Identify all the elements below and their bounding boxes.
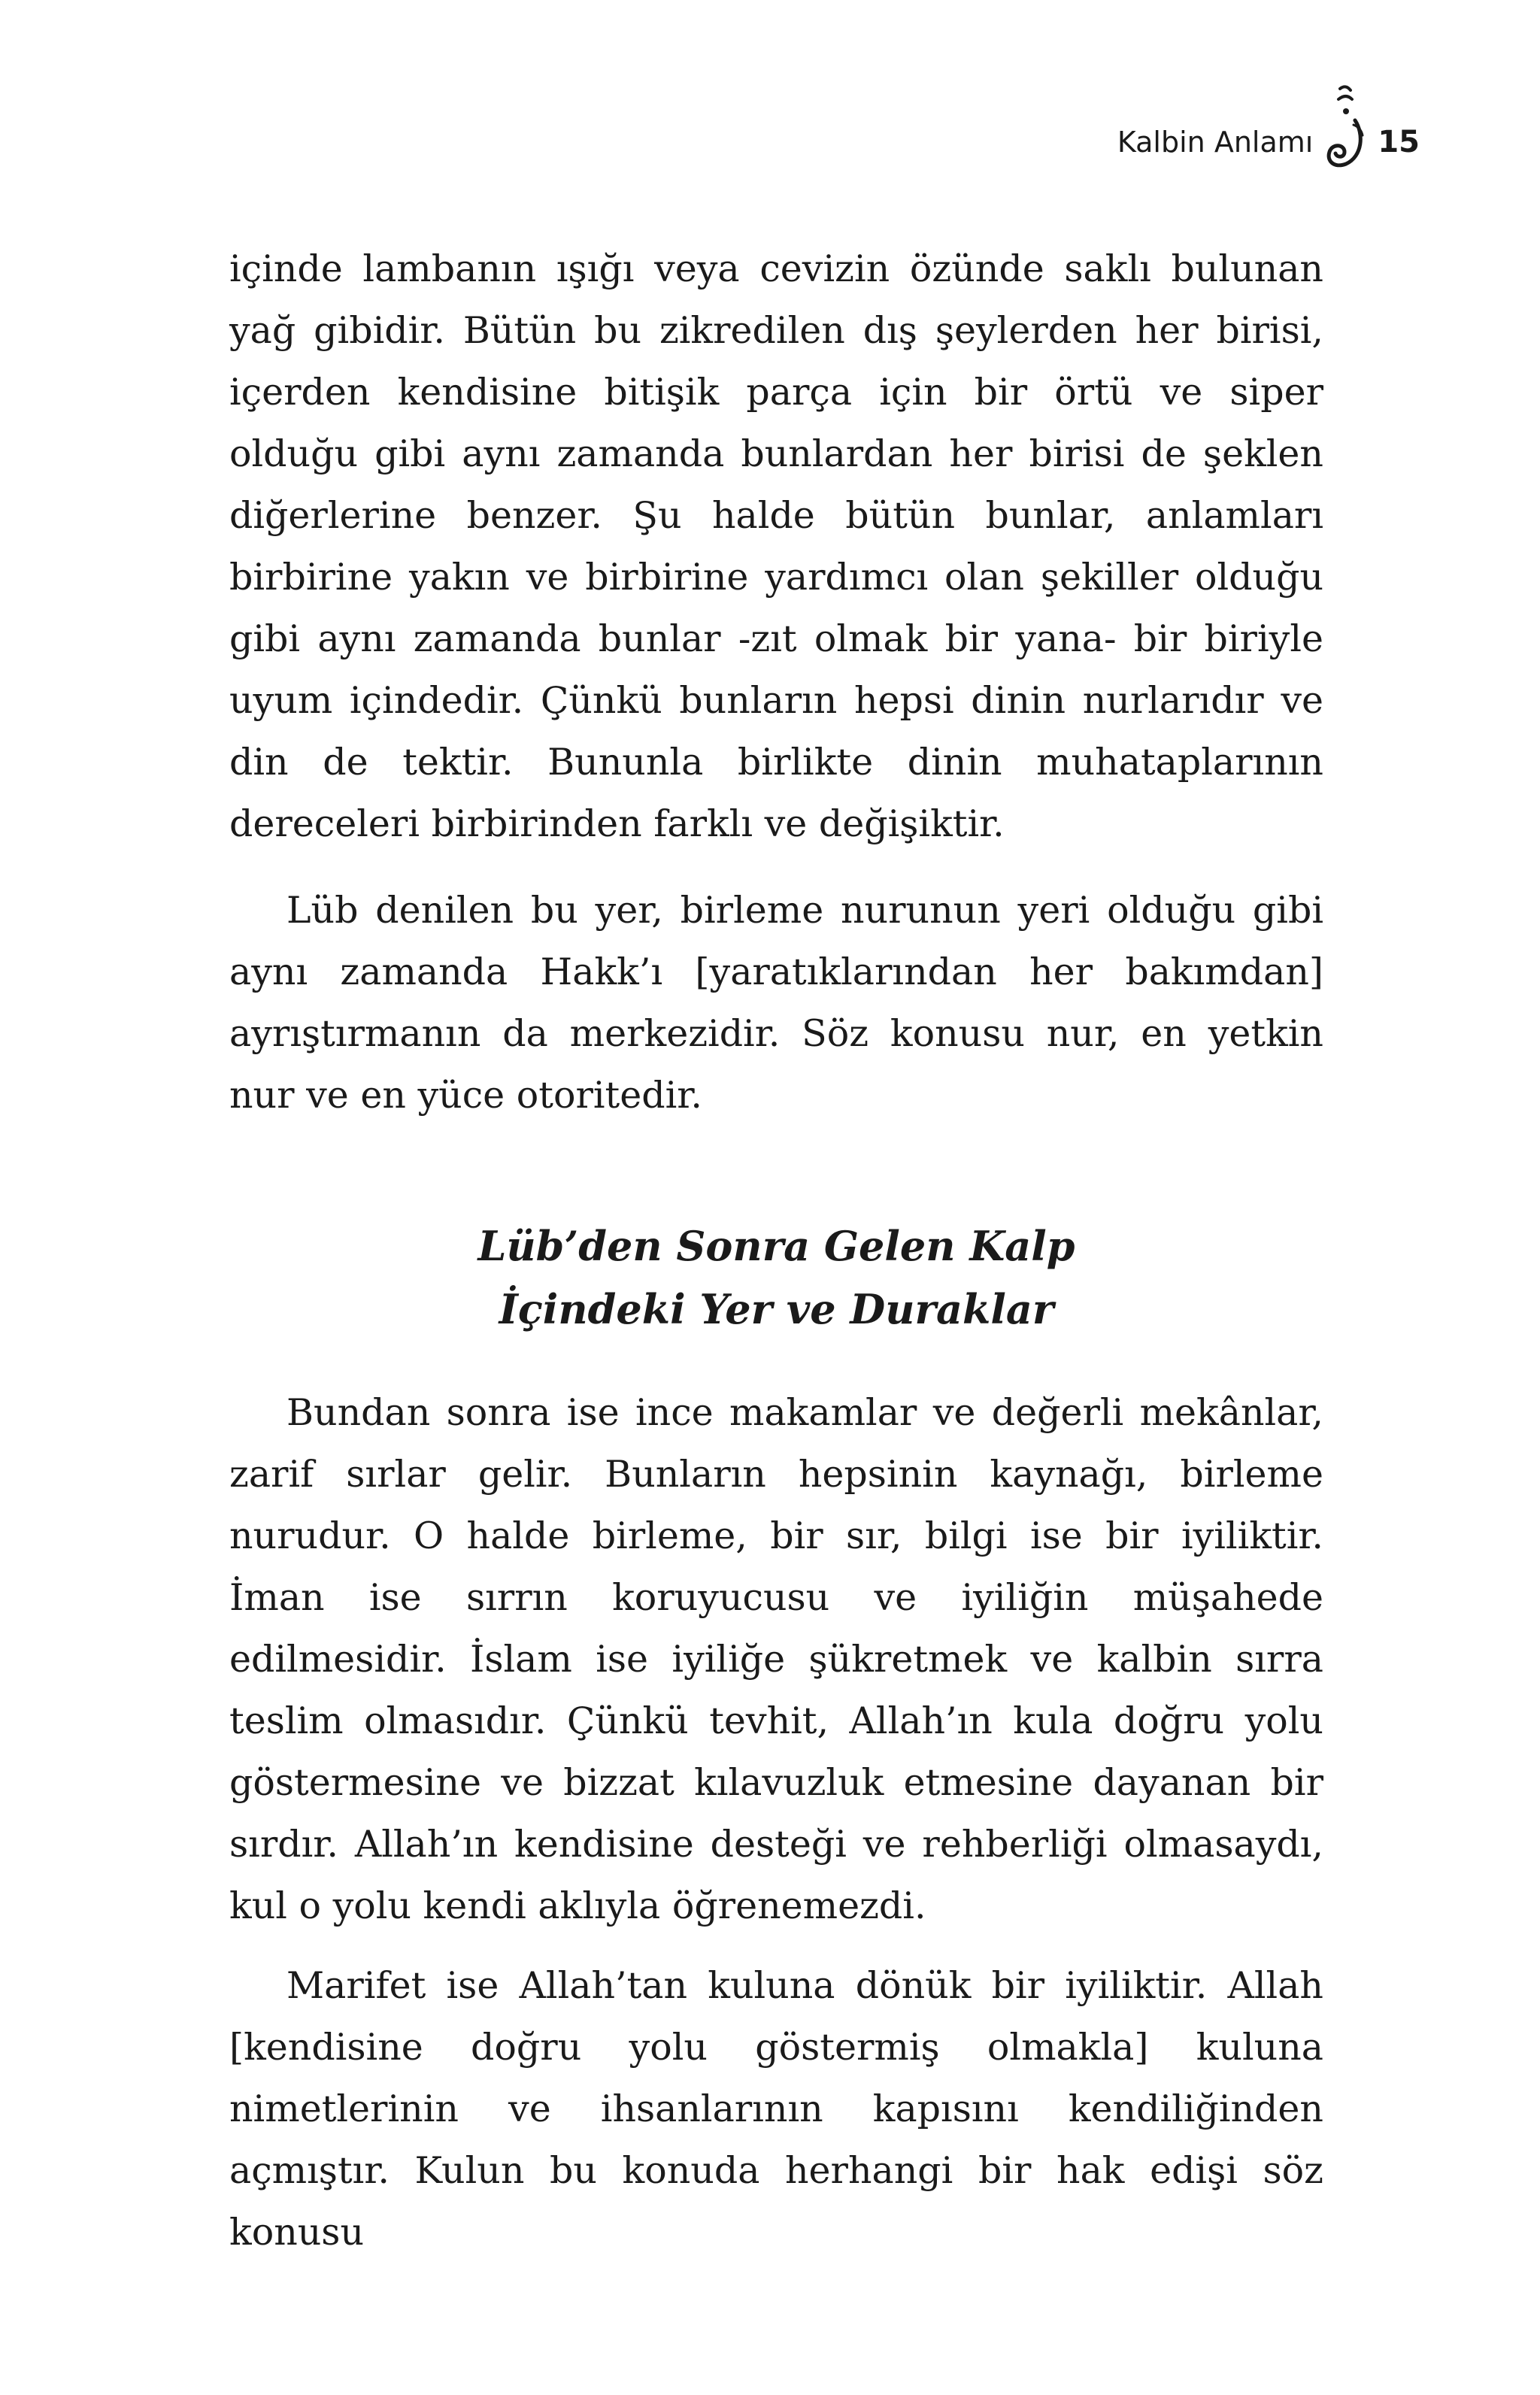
section-heading [229,1214,1323,1341]
paragraph-lub: Lüb denilen bu yer, birleme nurunun yeri olduğu gibi aynı zamanda Hakk’ı [yaratıklarından her bakımdan] ayrıştırmanın da merkezidir. Söz konusu nur, en yetkin nur ve en yüce otoritedir. [229,889,1323,1117]
paragraph-marifet: Marifet ise Allah’tan kuluna dönük bir iyiliktir. Allah [kendisine doğru yolu göstermiş olmakla] kuluna nimetlerinin ve ihsanlarının kapısını kendiliğinden açmıştır. Kulun bu konuda herhangi bir hak edişi söz konusu [229,1964,1323,2254]
paragraph-tevhit: Bundan sonra ise ince makamlar ve değerli mekânlar, zarif sırlar gelir. Bunların hepsinin kaynağı, birleme nurudur. O halde birleme, bir sır, bilgi ise bir iyiliktir. İman ise sırrın koruyucusu ve iyiliğin müşahede edilmesidir. İslam ise iyiliğe şükretmek ve kalbin sırra teslim olmasıdır. Çünkü tevhit, Allah’ın kula doğru yolu göstermesine ve bizzat kılavuzluk etmesine dayanan bir sırdır. Allah’ın kendisine desteği ve rehberliği olmasaydı, kul o yolu kendi aklıyla öğrenemezdi. [229,1391,1323,1927]
paragraph-continuation: içinde lambanın ışığı veya cevizin özünde saklı bulunan yağ gibidir. Bütün bu zikredilen dış şeylerden her birisi, içerden kendisine bitişik parça için bir örtü ve siper olduğu gibi aynı zamanda bunlardan her birisi de şeklen diğerlerine benzer. Şu halde bütün bunlar, anlamları birbirine yakın ve birbirine yardımcı olan şekiller olduğu gibi aynı zamanda bunlar -zıt olmak bir yana- bir biriyle uyum içindedir. Çünkü bunların hepsi dinin nurlarıdır ve din de tektir. Bununla birlikte dinin muhataplarının dereceleri birbirinden farklı ve değişiktir. [229,247,1323,845]
arabic-letter-ornament-icon [1323,83,1367,171]
running-header [1117,113,1420,171]
heading-line-1: Lüb’den Sonra Gelen Kalp [477,1222,1075,1270]
page-number: 15 [1378,125,1420,159]
section-title: Kalbin Anlamı [1117,126,1314,159]
heading-line-2: İçindeki Yer ve Duraklar [499,1285,1054,1333]
